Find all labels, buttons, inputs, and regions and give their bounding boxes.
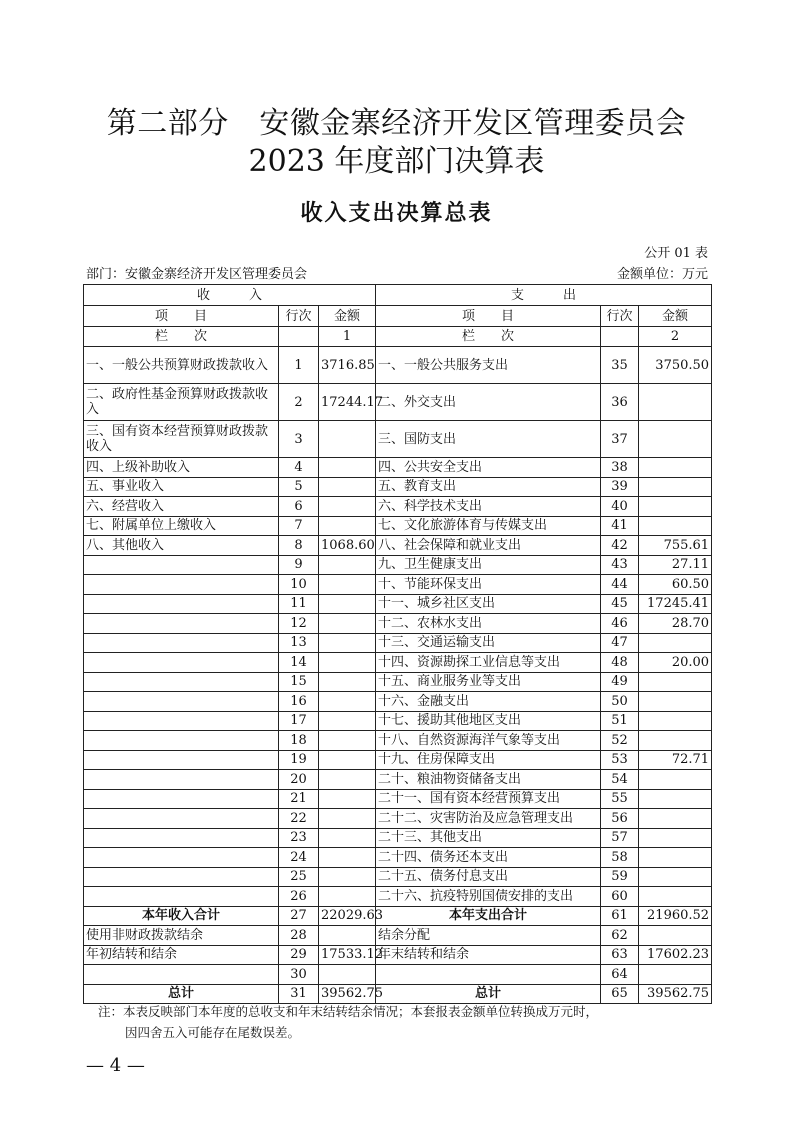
income-item: [84, 965, 279, 985]
income-item: 五、事业收入: [84, 477, 279, 497]
table-row: [84, 711, 712, 731]
expense-item: 二十、粮油物资储备支出: [376, 770, 601, 790]
income-row-no: 4: [279, 458, 319, 478]
expense-row-no: 63: [601, 945, 639, 965]
table-row: [84, 384, 712, 421]
table-row: [84, 458, 712, 478]
income-amount: [319, 828, 376, 848]
income-item: [84, 614, 279, 634]
expense-item: 二十五、债务付息支出: [376, 867, 601, 887]
expense-amount: [639, 516, 712, 536]
table-row: [84, 965, 712, 985]
footnote: [98, 1001, 718, 1043]
expense-row-no: 50: [601, 692, 639, 712]
income-row-no: 29: [279, 945, 319, 965]
expense-amount: [639, 692, 712, 712]
income-item: 七、附属单位上缴收入: [84, 516, 279, 536]
expense-item: 十、节能环保支出: [376, 575, 601, 595]
footnote-line1: 注：本表反映部门本年度的总收支和年末结转结余情况；本套报表金额单位转换成万元时，: [98, 1004, 599, 1019]
income-item: [84, 770, 279, 790]
income-col-number: 1: [319, 327, 376, 347]
table-row: [84, 516, 712, 536]
expense-amount: [639, 789, 712, 809]
empty-cell: [601, 327, 639, 347]
income-amount: [319, 497, 376, 517]
income-amount: [319, 809, 376, 829]
income-amount: [319, 594, 376, 614]
income-amount: 1068.60: [319, 536, 376, 556]
income-amount: [319, 614, 376, 634]
income-rowno-header: 行次: [279, 306, 319, 327]
income-row-no: 20: [279, 770, 319, 790]
expense-amount: 17602.23: [639, 945, 712, 965]
table-row: [84, 731, 712, 751]
income-row-no: 25: [279, 867, 319, 887]
expense-row-no: 44: [601, 575, 639, 595]
expense-row-no: 42: [601, 536, 639, 556]
expense-row-no: 43: [601, 555, 639, 575]
expense-amount: [639, 867, 712, 887]
expense-item: 十七、援助其他地区支出: [376, 711, 601, 731]
income-item: [84, 887, 279, 907]
income-item: 使用非财政拨款结余: [84, 926, 279, 946]
expense-item: 二十四、债务还本支出: [376, 848, 601, 868]
expense-row-no: 40: [601, 497, 639, 517]
expense-item: 总计: [376, 984, 601, 1004]
table-row: [84, 575, 712, 595]
income-row-no: 24: [279, 848, 319, 868]
expense-item: 二十六、抗疫特别国债安排的支出: [376, 887, 601, 907]
income-row-no: 14: [279, 653, 319, 673]
expense-amount: 755.61: [639, 536, 712, 556]
income-row-no: 1: [279, 347, 319, 384]
income-item: 总计: [84, 984, 279, 1004]
expense-row-no: 65: [601, 984, 639, 1004]
table-row: [84, 614, 712, 634]
expense-item: 结余分配: [376, 926, 601, 946]
expense-row-no: 58: [601, 848, 639, 868]
income-item: [84, 828, 279, 848]
income-item: [84, 594, 279, 614]
table-row: [84, 477, 712, 497]
income-amount: 22029.63: [319, 906, 376, 926]
expense-row-no: 62: [601, 926, 639, 946]
income-row-no: 10: [279, 575, 319, 595]
expense-amount: [639, 633, 712, 653]
income-item: [84, 731, 279, 751]
income-row-no: 15: [279, 672, 319, 692]
expense-item: 十五、商业服务业等支出: [376, 672, 601, 692]
income-row-no: 26: [279, 887, 319, 907]
income-amount: [319, 867, 376, 887]
expense-row-no: 45: [601, 594, 639, 614]
table-row: [84, 653, 712, 673]
page-title-year: 2023 年度部门决算表: [248, 144, 545, 179]
table-row: [84, 848, 712, 868]
expense-item: 十六、金融支出: [376, 692, 601, 712]
income-row-no: 21: [279, 789, 319, 809]
expense-row-no: 52: [601, 731, 639, 751]
income-amount: [319, 711, 376, 731]
expense-row-no: 48: [601, 653, 639, 673]
income-row-no: 12: [279, 614, 319, 634]
income-item: 四、上级补助收入: [84, 458, 279, 478]
expense-amount: [639, 809, 712, 829]
table-row: [84, 672, 712, 692]
income-item: [84, 848, 279, 868]
expense-item-header: 项 目: [376, 306, 601, 327]
department-label: 部门：安徽金寨经济开发区管理委员会: [86, 267, 308, 282]
table-row: [84, 497, 712, 517]
expense-row-no: 39: [601, 477, 639, 497]
table-row: [84, 906, 712, 926]
expense-item: 十四、资源勘探工业信息等支出: [376, 653, 601, 673]
expense-item: 二十二、灾害防治及应急管理支出: [376, 809, 601, 829]
table-row: [84, 887, 712, 907]
expense-item: 一、一般公共服务支出: [376, 347, 601, 384]
expense-item: 三、国防支出: [376, 421, 601, 458]
income-row-no: 19: [279, 750, 319, 770]
expense-amount: [639, 672, 712, 692]
expense-amount: 3750.50: [639, 347, 712, 384]
expense-item: 十二、农林水支出: [376, 614, 601, 634]
table-row: [84, 633, 712, 653]
table-row: [84, 421, 712, 458]
income-amount: [319, 633, 376, 653]
unit-label: 金额单位：万元: [616, 267, 708, 282]
income-amount-header: 金额: [319, 306, 376, 327]
expense-row-no: 46: [601, 614, 639, 634]
expense-amount: [639, 770, 712, 790]
expense-amount: 20.00: [639, 653, 712, 673]
income-row-no: 9: [279, 555, 319, 575]
expense-row-no: 51: [601, 711, 639, 731]
income-amount: [319, 555, 376, 575]
table-row: [84, 770, 712, 790]
income-row-no: 6: [279, 497, 319, 517]
expense-amount: [639, 477, 712, 497]
income-item: [84, 633, 279, 653]
income-amount: [319, 770, 376, 790]
expense-amount: [639, 384, 712, 421]
income-item: 本年收入合计: [84, 906, 279, 926]
expense-row-no: 57: [601, 828, 639, 848]
expense-amount: [639, 711, 712, 731]
table-row: [84, 555, 712, 575]
expense-lanci: 栏 次: [376, 327, 601, 347]
income-amount: 39562.75: [319, 984, 376, 1004]
page-title: 第二部分 安徽金寨经济开发区管理委员会: [106, 106, 687, 141]
table-row: [84, 692, 712, 712]
expense-item: 八、社会保障和就业支出: [376, 536, 601, 556]
table-title: 收入支出决算总表: [300, 200, 493, 226]
income-amount: [319, 575, 376, 595]
expense-item: 二十一、国有资本经营预算支出: [376, 789, 601, 809]
income-amount: [319, 848, 376, 868]
income-item: [84, 789, 279, 809]
expense-item: 二十三、其他支出: [376, 828, 601, 848]
expense-row-no: 37: [601, 421, 639, 458]
income-amount: [319, 926, 376, 946]
expense-row-no: 35: [601, 347, 639, 384]
income-item: [84, 750, 279, 770]
table-number: 公开 01 表: [644, 246, 708, 261]
expense-row-no: 49: [601, 672, 639, 692]
expense-item: 六、科学技术支出: [376, 497, 601, 517]
income-amount: [319, 750, 376, 770]
income-row-no: 13: [279, 633, 319, 653]
expense-col-number: 2: [639, 327, 712, 347]
expense-amount: 27.11: [639, 555, 712, 575]
expense-row-no: 64: [601, 965, 639, 985]
expense-item: 五、教育支出: [376, 477, 601, 497]
table-row: [84, 594, 712, 614]
expense-amount: [639, 926, 712, 946]
table-row: [84, 536, 712, 556]
expense-item: 九、卫生健康支出: [376, 555, 601, 575]
page-number: — 4 —: [86, 1055, 145, 1076]
expense-row-no: 56: [601, 809, 639, 829]
income-amount: [319, 692, 376, 712]
income-row-no: 2: [279, 384, 319, 421]
expense-amount: 28.70: [639, 614, 712, 634]
expense-item: 年末结转和结余: [376, 945, 601, 965]
income-amount: [319, 458, 376, 478]
expense-amount: 72.71: [639, 750, 712, 770]
income-row-no: 23: [279, 828, 319, 848]
income-item: 二、政府性基金预算财政拨款收入: [84, 384, 279, 421]
income-amount: 17533.12: [319, 945, 376, 965]
table-row: [84, 926, 712, 946]
table-row: [84, 809, 712, 829]
expense-amount: [639, 421, 712, 458]
expense-row-no: 53: [601, 750, 639, 770]
income-row-no: 28: [279, 926, 319, 946]
expense-amount: [639, 965, 712, 985]
income-item: [84, 555, 279, 575]
income-row-no: 27: [279, 906, 319, 926]
income-amount: [319, 516, 376, 536]
income-item: 六、经营收入: [84, 497, 279, 517]
expense-row-no: 61: [601, 906, 639, 926]
income-amount: [319, 731, 376, 751]
expense-amount: 39562.75: [639, 984, 712, 1004]
expense-item: [376, 965, 601, 985]
income-row-no: 30: [279, 965, 319, 985]
income-item: [84, 711, 279, 731]
income-row-no: 17: [279, 711, 319, 731]
footnote-line2: 因四舍五入可能存在尾数误差。: [125, 1025, 301, 1040]
table-row: [84, 750, 712, 770]
expense-item: 二、外交支出: [376, 384, 601, 421]
expense-rowno-header: 行次: [601, 306, 639, 327]
income-row-no: 8: [279, 536, 319, 556]
income-item: [84, 692, 279, 712]
table-row: [84, 347, 712, 384]
expense-amount: 60.50: [639, 575, 712, 595]
expense-amount: [639, 828, 712, 848]
expense-item: 本年支出合计: [376, 906, 601, 926]
expense-item: 十三、交通运输支出: [376, 633, 601, 653]
expense-amount: 21960.52: [639, 906, 712, 926]
expense-row-no: 54: [601, 770, 639, 790]
income-row-no: 3: [279, 421, 319, 458]
income-item: [84, 653, 279, 673]
income-item: [84, 575, 279, 595]
expense-amount: [639, 497, 712, 517]
expense-item: 七、文化旅游体育与传媒支出: [376, 516, 601, 536]
income-amount: [319, 965, 376, 985]
income-item: 一、一般公共预算财政拨款收入: [84, 347, 279, 384]
expense-amount-header: 金额: [639, 306, 712, 327]
expense-item: 十一、城乡社区支出: [376, 594, 601, 614]
income-amount: [319, 421, 376, 458]
income-amount: [319, 672, 376, 692]
income-amount: [319, 653, 376, 673]
expense-item: 十八、自然资源海洋气象等支出: [376, 731, 601, 751]
expense-header: 支 出: [376, 285, 712, 306]
expense-amount: [639, 848, 712, 868]
empty-cell: [279, 327, 319, 347]
income-item: 三、国有资本经营预算财政拨款收入: [84, 421, 279, 458]
income-row-no: 11: [279, 594, 319, 614]
income-row-no: 5: [279, 477, 319, 497]
income-amount: 17244.17: [319, 384, 376, 421]
budget-table: [83, 284, 712, 1004]
income-row-no: 31: [279, 984, 319, 1004]
table-row: [84, 789, 712, 809]
table-row: [84, 828, 712, 848]
expense-row-no: 55: [601, 789, 639, 809]
income-row-no: 18: [279, 731, 319, 751]
income-amount: [319, 887, 376, 907]
table-row: [84, 867, 712, 887]
expense-amount: 17245.41: [639, 594, 712, 614]
income-amount: 3716.85: [319, 347, 376, 384]
income-item: [84, 867, 279, 887]
expense-amount: [639, 887, 712, 907]
table-row: [84, 945, 712, 965]
income-lanci: 栏 次: [84, 327, 279, 347]
income-row-no: 22: [279, 809, 319, 829]
income-item-header: 项 目: [84, 306, 279, 327]
expense-amount: [639, 458, 712, 478]
income-amount: [319, 789, 376, 809]
income-item: [84, 672, 279, 692]
income-row-no: 16: [279, 692, 319, 712]
expense-item: 十九、住房保障支出: [376, 750, 601, 770]
income-item: [84, 809, 279, 829]
income-item: 八、其他收入: [84, 536, 279, 556]
income-row-no: 7: [279, 516, 319, 536]
expense-amount: [639, 731, 712, 751]
expense-item: 四、公共安全支出: [376, 458, 601, 478]
expense-row-no: 41: [601, 516, 639, 536]
expense-row-no: 38: [601, 458, 639, 478]
expense-row-no: 60: [601, 887, 639, 907]
income-header: 收 入: [84, 285, 376, 306]
expense-row-no: 36: [601, 384, 639, 421]
income-item: 年初结转和结余: [84, 945, 279, 965]
expense-row-no: 59: [601, 867, 639, 887]
expense-row-no: 47: [601, 633, 639, 653]
income-amount: [319, 477, 376, 497]
